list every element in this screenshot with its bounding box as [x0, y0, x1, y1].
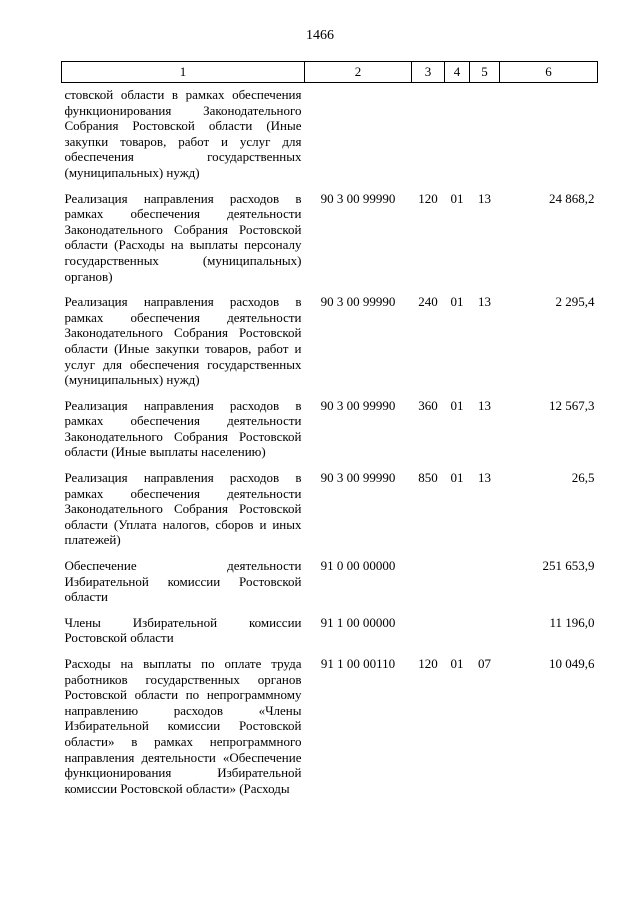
row-expense-type: [412, 548, 445, 605]
header-col-4: 4: [445, 62, 470, 83]
row-target-code: 90 3 00 99990: [320, 397, 396, 413]
page-number: 1466: [306, 28, 334, 43]
row-amount: 2 295,4: [555, 294, 595, 310]
table-row: [62, 83, 598, 181]
row-subsection: 07: [478, 656, 491, 671]
table-row: [62, 388, 598, 460]
row-description: Реализация направления расходов в рамках обеспечения деятельности Законодательного Собрания Ростовской области (Расходы на выплаты персоналу государственных (муниципальных) органов): [64, 190, 302, 284]
row-target-code: 91 1 00 00000: [320, 614, 396, 630]
row-section: 01: [450, 397, 464, 413]
row-expense-type: [412, 605, 445, 646]
header-col-5: 5: [470, 62, 500, 83]
header-col-1: 1: [62, 62, 305, 83]
row-amount: [500, 83, 598, 181]
row-expense-type: 850: [418, 470, 438, 486]
row-amount: 12 567,3: [549, 397, 595, 413]
table-row: [62, 548, 598, 605]
row-section: 01: [450, 470, 464, 486]
row-target-code: [305, 83, 412, 181]
row-amount: 24 868,2: [549, 190, 595, 206]
header-row: [62, 62, 598, 83]
row-subsection: [470, 548, 500, 605]
row-expense-type: 120: [418, 656, 438, 671]
row-expense-type: 360: [418, 397, 438, 413]
row-target-code: 90 3 00 99990: [320, 294, 396, 310]
table-row: [62, 605, 598, 646]
row-section: [445, 605, 470, 646]
row-description: Обеспечение деятельности Избирательной комиссии Ростовской области: [64, 558, 302, 605]
table-row: [62, 460, 598, 548]
row-subsection: [470, 83, 500, 181]
row-expense-type: 240: [418, 294, 438, 310]
row-section: 01: [450, 190, 464, 206]
row-subsection: 13: [478, 470, 491, 486]
row-section: [445, 83, 470, 181]
row-description: Реализация направления расходов в рамках обеспечения деятельности Законодательного Собрания Ростовской области (Иные выплаты населению): [64, 397, 302, 460]
row-description: Члены Избирательной комиссии Ростовской области: [64, 614, 302, 646]
header-col-3: 3: [412, 62, 445, 83]
table-row: [62, 646, 598, 796]
row-description: Реализация направления расходов в рамках обеспечения деятельности Законодательного Собрания Ростовской области (Иные закупки товаров, работ и услуг для обеспечения государственных (муниципальных) нужд): [64, 294, 302, 388]
row-subsection: 13: [478, 294, 491, 310]
row-target-code: 91 1 00 00110: [320, 656, 396, 671]
row-description: Реализация направления расходов в рамках обеспечения деятельности Законодательного Собрания Ростовской области (Уплата налогов, сборов и иных платежей): [64, 470, 302, 548]
row-description: Расходы на выплаты по оплате труда работников государственных органов Ростовской области по непрограммному направлению расходов «Члены Избирательной комиссии Ростовской области» в рамках непрограммного направления деятельности «Обеспечение функционирования Избирательной комиссии Ростовской области» (Расходы: [64, 656, 302, 796]
row-amount: 10 049,6: [549, 656, 595, 671]
header-col-6: 6: [500, 62, 598, 83]
row-subsection: [470, 605, 500, 646]
row-description: стовской области в рамках обеспечения функционирования Законодательного Собрания Ростовской области (Иные закупки товаров, работ и услуг для обеспечения государственных (муниципальных) нужд): [64, 87, 302, 180]
budget-table: [61, 61, 598, 796]
table-row: [62, 284, 598, 388]
row-target-code: 91 0 00 00000: [320, 558, 396, 574]
row-subsection: 13: [478, 397, 491, 413]
row-subsection: 13: [478, 190, 491, 206]
row-target-code: 90 3 00 99990: [320, 470, 396, 486]
row-section: 01: [450, 294, 464, 310]
row-target-code: 90 3 00 99990: [320, 190, 396, 206]
row-amount: 251 653,9: [542, 558, 595, 574]
row-expense-type: [412, 83, 445, 181]
row-amount: 26,5: [571, 470, 595, 486]
row-section: [445, 548, 470, 605]
header-col-2: 2: [305, 62, 412, 83]
row-amount: 11 196,0: [549, 614, 595, 630]
row-section: 01: [450, 656, 464, 671]
row-expense-type: 120: [418, 190, 438, 206]
table-row: [62, 181, 598, 285]
